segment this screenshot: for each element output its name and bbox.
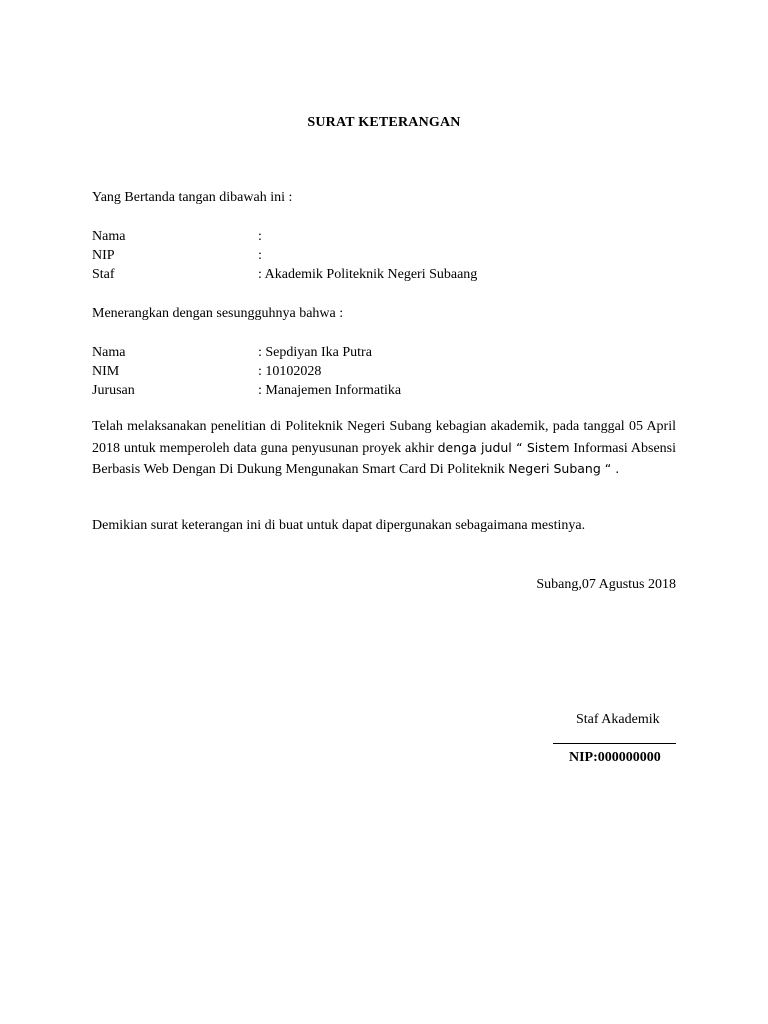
signer-staf-value: : Akademik Politeknik Negeri Subaang [258,267,478,282]
student-nim-label: NIM [92,364,120,379]
signer-nama-value: : [258,229,262,244]
student-nama-label: Nama [92,345,126,360]
student-jurusan-label: Jurusan [92,383,135,398]
signer-nama-row [92,229,692,247]
place-date: Subang,07 Agustus 2018 [536,577,676,592]
signature-title: Staf Akademik [576,712,660,727]
body-text-3: Informasi Absensi Berbasis Web Dengan Di Dukung Mengunakan Smart Card Di Politeknik [92,440,676,478]
body-text-2: denga judul “ Sistem [437,439,570,455]
signer-staf-row [92,267,692,285]
student-nim-value: : 10102028 [258,364,322,379]
nip-footer: NIP:000000000 [569,750,661,765]
signer-nip-row [92,248,692,266]
student-jurusan-row [92,383,692,401]
student-nim-row [92,364,692,382]
signature-line [553,743,676,744]
student-jurusan-value: : Manajemen Informatika [258,383,402,398]
body-text-4: Negeri Subang “ . [508,461,620,477]
intro-text: Yang Bertanda tangan dibawah ini : [92,190,293,205]
closing-text: Demikian surat keterangan ini di buat untuk dapat dipergunakan sebagaimana mestinya. [92,518,586,533]
body-paragraph [92,417,676,481]
signer-nama-label: Nama [92,229,126,244]
student-nama-value: : Sepdiyan Ika Putra [258,345,372,360]
student-nama-row [92,345,692,363]
signer-staf-label: Staf [92,267,115,282]
letter-title: SURAT KETERANGAN [307,115,461,130]
signer-nip-value: : [258,248,262,263]
body-text-1: Telah melaksanakan penelitian di Politeknik Negeri Subang kebagian akademik, pada tanggal 05 April 2018 untuk memperoleh data guna penyusunan proyek akhir [92,419,676,456]
signer-nip-label: NIP [92,248,115,263]
statement-text: Menerangkan dengan sesungguhnya bahwa : [92,306,344,321]
